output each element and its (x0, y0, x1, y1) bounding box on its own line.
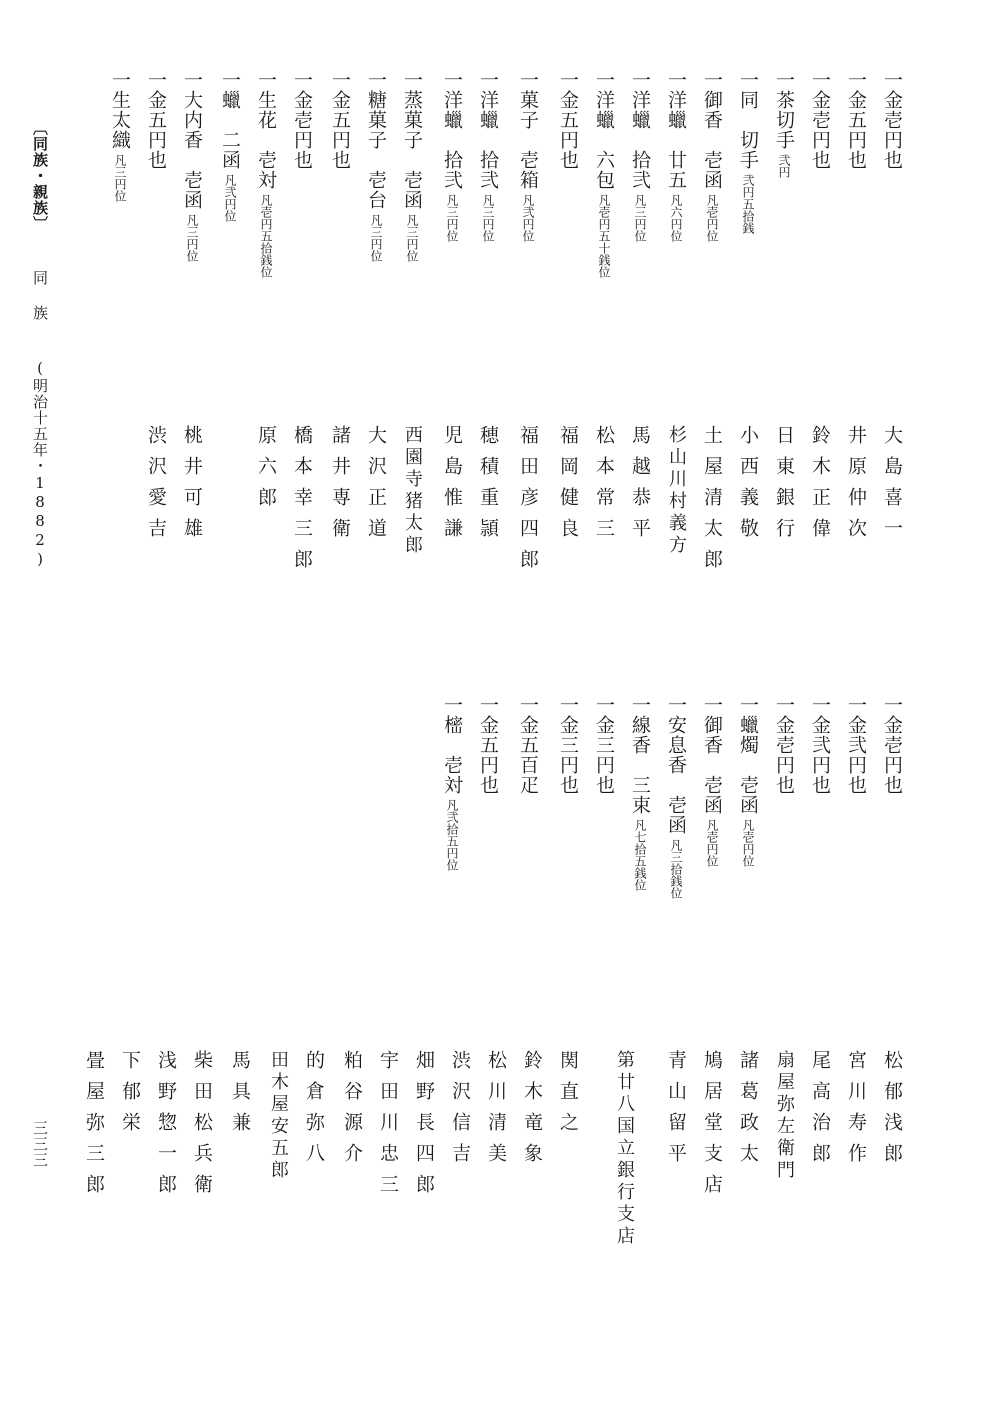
donor-name-text: 宮川寿作 (845, 1050, 867, 1174)
donor-name-text: 諸井専衛 (329, 425, 351, 549)
gift-entry (700, 70, 724, 242)
gift-entry (880, 70, 904, 170)
gift-item: 一金五円也 (329, 70, 351, 170)
gift-entry (592, 695, 616, 795)
donor-name (364, 425, 388, 549)
gift-entry (364, 70, 388, 262)
gift-item: 一糖菓子 壱台 (365, 70, 387, 210)
gift-entry (736, 70, 760, 234)
gift-value-note: 凡三円位 (185, 214, 199, 262)
gift-item: 一洋蠟 拾弐 (477, 70, 499, 190)
gift-item: 一金壱円也 (291, 70, 313, 170)
donor-name (476, 425, 500, 549)
gift-item: 一蒸菓子 壱函 (401, 70, 423, 210)
gift-item: 一金五円也 (145, 70, 167, 170)
gift-entry (628, 70, 652, 242)
donor-name-text: 第廿八国立銀行支店 (614, 1050, 635, 1248)
donor-name-text: 鈴木正偉 (809, 425, 831, 549)
gift-entry (218, 70, 242, 222)
donor-name (808, 1050, 832, 1174)
gift-item: 一樒 壱対 (441, 695, 463, 795)
page-number: 三三三 (31, 1120, 49, 1168)
donor-name-text: 松郁浅郎 (881, 1050, 903, 1174)
gift-entry (556, 695, 580, 795)
gift-value-note: 弐円 (777, 154, 791, 178)
gift-entry (844, 695, 868, 795)
donor-name-text: 的倉弥八 (303, 1050, 325, 1174)
gift-entry (880, 695, 904, 795)
donor-name (400, 425, 424, 557)
donor-name-text: 馬具兼 (229, 1050, 251, 1143)
gift-entry (700, 695, 724, 867)
donor-name (772, 1050, 796, 1182)
donor-name (254, 425, 278, 518)
gift-value-note: 凡弐拾五円位 (445, 799, 459, 871)
donor-name-text: 日東銀行 (773, 425, 795, 549)
donor-name-text: 青山留平 (665, 1050, 687, 1174)
running-header (30, 120, 50, 569)
donor-name (664, 1050, 688, 1174)
donor-name-text: 井原仲次 (845, 425, 867, 549)
donor-name (772, 425, 796, 549)
donor-name-text: 渋沢信吉 (449, 1050, 471, 1174)
gift-item: 一金壱円也 (773, 695, 795, 795)
gift-entry (440, 70, 464, 242)
donor-name (484, 1050, 508, 1174)
gift-entry (592, 70, 616, 278)
gift-item: 一金五円也 (477, 695, 499, 795)
gift-item: 一金壱円也 (881, 70, 903, 170)
gift-value-note: 凡弐円位 (521, 194, 535, 242)
gift-value-note: 凡三円位 (113, 154, 127, 202)
donor-name-text: 扇屋弥左衛門 (774, 1050, 795, 1182)
gift-value-note: 凡三拾銭位 (669, 839, 683, 899)
gift-item: 一生太織 (109, 70, 131, 150)
donor-name (154, 1050, 178, 1205)
donor-name-text: 柴田松兵衛 (191, 1050, 213, 1205)
gift-value-note: 凡七拾五銭位 (633, 819, 647, 891)
gift-value-note: 凡壱円五十銭位 (597, 194, 611, 278)
donor-name (144, 425, 168, 549)
gift-value-note: 凡三円位 (633, 194, 647, 242)
gift-value-note: 凡壱円位 (705, 194, 719, 242)
donor-name-text: 下郁栄 (119, 1050, 141, 1143)
gift-item: 一御香 壱函 (701, 70, 723, 190)
era-label: (明治十五年・1882) (31, 359, 49, 569)
gift-item: 一大内香 壱函 (181, 70, 203, 210)
donor-name-text: 鳩居堂支店 (701, 1050, 723, 1205)
donor-name-text: 原六郎 (255, 425, 277, 518)
donor-name (700, 425, 724, 580)
donor-name (556, 425, 580, 549)
donor-name (520, 1050, 544, 1174)
gift-entry (556, 70, 580, 170)
gift-value-note: 弐円五拾銭 (741, 174, 755, 234)
gift-item: 一蠟燭 壱函 (737, 695, 759, 815)
gift-item: 一茶切手 (773, 70, 795, 150)
gift-value-note: 凡壱円位 (741, 819, 755, 867)
gift-entry (664, 695, 688, 899)
donor-name (302, 1050, 326, 1174)
donor-name-text: 土屋清太郎 (701, 425, 723, 580)
gift-entry (628, 695, 652, 891)
donor-name (82, 1050, 106, 1205)
gift-entry (772, 695, 796, 795)
donor-name (412, 1050, 436, 1205)
donor-name-text: 大島喜一 (881, 425, 903, 549)
gift-value-note: 凡壱円位 (705, 819, 719, 867)
donor-name-text: 畳屋弥三郎 (83, 1050, 105, 1205)
donor-name-text: 福田彦四郎 (517, 425, 539, 580)
gift-entry (476, 695, 500, 795)
gift-item: 一金弐円也 (809, 695, 831, 795)
donor-name (808, 425, 832, 549)
donor-name (844, 1050, 868, 1174)
donor-name-text: 杉山川村義方 (666, 425, 687, 557)
donor-name-text: 浅野惣一郎 (155, 1050, 177, 1205)
gift-item: 一線香 三束 (629, 695, 651, 815)
gift-item: 一金弐円也 (845, 695, 867, 795)
gift-entry (254, 70, 278, 278)
gift-item: 一安息香 壱函 (665, 695, 687, 835)
donor-name-text: 福岡健良 (557, 425, 579, 549)
section-label: 〔同族・親族〕 (31, 120, 49, 232)
gift-entry (108, 70, 132, 202)
donor-name (844, 425, 868, 549)
gift-item: 一洋蠟 拾弐 (441, 70, 463, 190)
donor-name-text: 桃井可雄 (181, 425, 203, 549)
gift-item: 一金五百疋 (517, 695, 539, 795)
donor-name (328, 425, 352, 549)
gift-entry (808, 70, 832, 170)
donor-name-text: 西園寺猪太郎 (402, 425, 423, 557)
gift-item: 一洋蠟 廿五 (665, 70, 687, 190)
gift-value-note: 凡壱円五拾銭位 (259, 194, 273, 278)
donor-name (118, 1050, 142, 1143)
gift-item: 一生花 壱対 (255, 70, 277, 190)
gift-item: 一金五円也 (557, 70, 579, 170)
gift-item: 一金壱円也 (809, 70, 831, 170)
donor-name-text: 大沢正道 (365, 425, 387, 549)
gift-value-note: 凡三円位 (369, 214, 383, 262)
gift-item: 一洋蠟 六包 (593, 70, 615, 190)
donor-name-text: 尾高治郎 (809, 1050, 831, 1174)
donor-name (664, 425, 688, 557)
gift-item: 一蠟 二函 (219, 70, 241, 170)
donor-name (556, 1050, 580, 1143)
donor-name-text: 粕谷源介 (341, 1050, 363, 1174)
gift-entry (290, 70, 314, 170)
donor-name (228, 1050, 252, 1143)
gift-value-note: 凡三円位 (405, 214, 419, 262)
donor-name (440, 425, 464, 549)
gift-entry (144, 70, 168, 170)
donor-name-text: 鈴木竜象 (521, 1050, 543, 1174)
donor-name (290, 425, 314, 580)
gift-item: 一金三円也 (557, 695, 579, 795)
donor-name (180, 425, 204, 549)
gift-value-note: 凡六円位 (669, 194, 683, 242)
gift-entry (516, 695, 540, 795)
donor-name (190, 1050, 214, 1205)
gift-item: 一同 切手 (737, 70, 759, 170)
gift-entry (516, 70, 540, 242)
donor-name-text: 小西義敬 (737, 425, 759, 549)
donor-name (376, 1050, 400, 1205)
donor-name-text: 渋沢愛吉 (145, 425, 167, 549)
donor-name-text: 松川清美 (485, 1050, 507, 1174)
donor-name (612, 1050, 636, 1248)
gift-item: 一金五円也 (845, 70, 867, 170)
donor-name (592, 425, 616, 549)
gift-entry (664, 70, 688, 242)
gift-entry (400, 70, 424, 262)
donor-name (880, 1050, 904, 1174)
donor-name (266, 1050, 290, 1182)
donor-name (628, 425, 652, 549)
donor-name-text: 諸葛政太 (737, 1050, 759, 1174)
donor-name-text: 田木屋安五郎 (268, 1050, 289, 1182)
donor-name-text: 穂積重頴 (477, 425, 499, 549)
donor-name (448, 1050, 472, 1174)
gift-value-note: 凡弐円位 (223, 174, 237, 222)
donor-name-text: 松本常三 (593, 425, 615, 549)
gift-entry (736, 695, 760, 867)
gift-item: 一菓子 壱箱 (517, 70, 539, 190)
gift-entry (772, 70, 796, 178)
donor-name (880, 425, 904, 549)
donor-name (736, 425, 760, 549)
gift-item: 一洋蠟 拾弐 (629, 70, 651, 190)
gift-entry (180, 70, 204, 262)
gift-entry (328, 70, 352, 170)
donor-name-text: 関直之 (557, 1050, 579, 1143)
gift-item: 一御香 壱函 (701, 695, 723, 815)
gift-item: 一金三円也 (593, 695, 615, 795)
gift-entry (844, 70, 868, 170)
donor-name (736, 1050, 760, 1174)
donor-name (700, 1050, 724, 1205)
gift-entry (440, 695, 464, 871)
page-title: 同 族 (31, 270, 49, 321)
gift-entry (476, 70, 500, 242)
donor-name-text: 畑野長四郎 (413, 1050, 435, 1205)
gift-item: 一金壱円也 (881, 695, 903, 795)
donor-name (340, 1050, 364, 1174)
donor-name-text: 馬越恭平 (629, 425, 651, 549)
donor-name (516, 425, 540, 580)
gift-value-note: 凡三円位 (445, 194, 459, 242)
donor-name-text: 児島惟謙 (441, 425, 463, 549)
donor-name-text: 橋本幸三郎 (291, 425, 313, 580)
gift-entry (808, 695, 832, 795)
gift-value-note: 凡三円位 (481, 194, 495, 242)
donor-name-text: 宇田川忠三 (377, 1050, 399, 1205)
